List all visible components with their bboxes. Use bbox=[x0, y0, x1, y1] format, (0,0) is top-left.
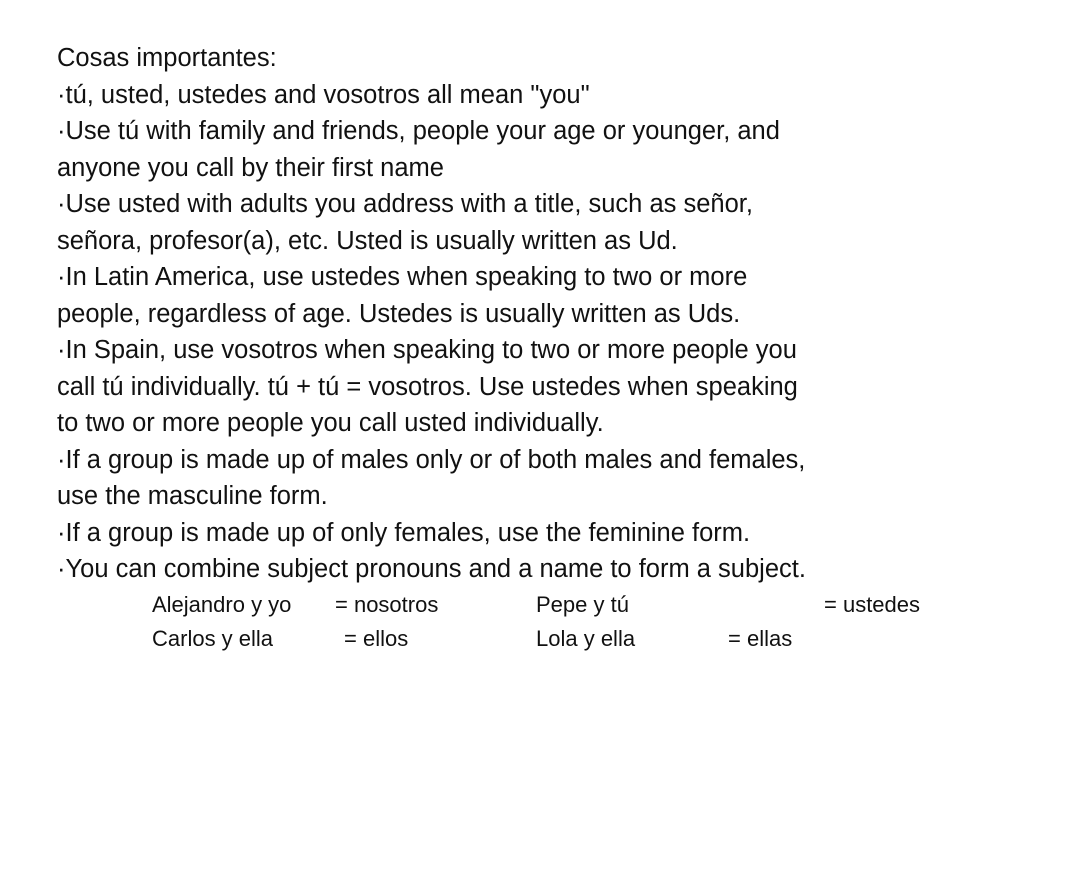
bullet-tu-usage-line1: ·Use tú with family and friends, people your age or younger, and bbox=[57, 117, 780, 145]
bullet-tu-usage-line2: anyone you call by their first name bbox=[57, 153, 444, 182]
bullet-masculine-line1: ·If a group is made up of males only or of both males and females, bbox=[57, 445, 806, 474]
bullet-feminine: ·If a group is made up of only females, use the feminine form. bbox=[57, 518, 751, 547]
example-subject: Alejandro y yo bbox=[152, 591, 292, 617]
example-result: = nosotros bbox=[335, 591, 439, 617]
example-subject: Lola y ella bbox=[536, 625, 636, 651]
bullet-spain-line1: ·In Spain, use vosotros when speaking to two or more people you bbox=[57, 336, 797, 364]
slide-heading: Cosas importantes: bbox=[57, 44, 277, 72]
examples-table bbox=[57, 588, 1017, 658]
bullet-latin-america-line2: people, regardless of age. Ustedes is usually written as Uds. bbox=[57, 299, 741, 328]
bullet-masculine-line2: use the masculine form. bbox=[57, 482, 328, 510]
bullet-spain-line2: call tú individually. tú + tú = vosotros. Use ustedes when speaking bbox=[57, 372, 798, 401]
bullet-latin-america-line1: ·In Latin America, use ustedes when speaking to two or more bbox=[57, 263, 748, 291]
example-subject: Carlos y ella bbox=[152, 625, 274, 651]
bullet-spain-line3: to two or more people you call usted individually. bbox=[57, 409, 604, 437]
example-result: = ellas bbox=[728, 625, 793, 651]
notes-slide bbox=[57, 40, 1017, 658]
example-result: = ustedes bbox=[824, 591, 921, 617]
bullet-usted-usage-line2: señora, profesor(a), etc. Usted is usually written as Ud. bbox=[57, 226, 678, 255]
bullet-usted-usage-line1: ·Use usted with adults you address with a title, such as señor, bbox=[57, 190, 753, 218]
example-result: = ellos bbox=[344, 625, 409, 651]
bullet-combine-subjects: ·You can combine subject pronouns and a name to form a subject. bbox=[57, 555, 806, 583]
bullet-you-meanings: ·tú, usted, ustedes and vosotros all mean "you" bbox=[57, 80, 590, 109]
example-subject: Pepe y tú bbox=[536, 591, 629, 617]
